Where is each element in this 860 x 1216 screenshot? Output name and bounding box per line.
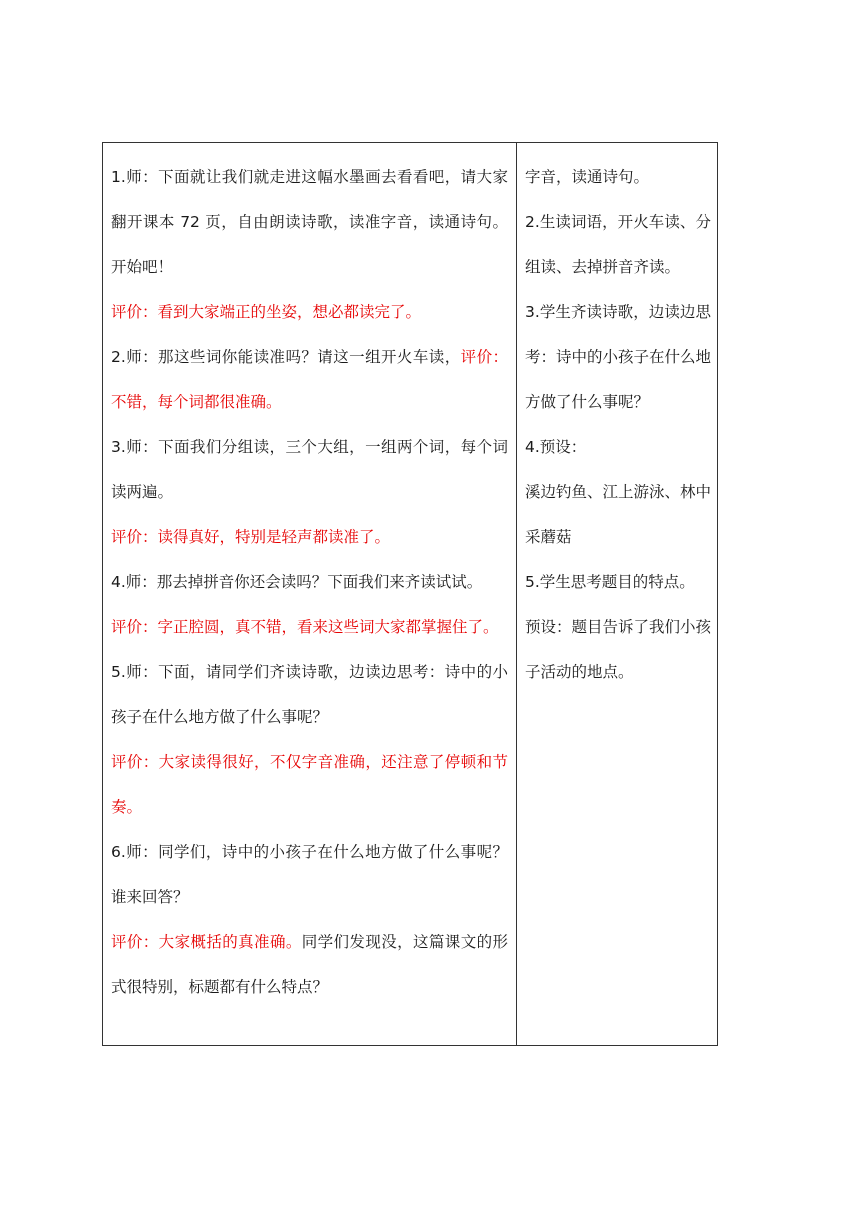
evaluation-4: 评价：字正腔圆，真不错，看来这些词大家都掌握住了。 [111,618,499,636]
evaluation-1: 评价：看到大家端正的坐姿，想必都读完了。 [111,303,422,321]
teacher-step-5: 5.师：下面，请同学们齐读诗歌，边读边思考：诗中的小孩子在什么地方做了什么事呢？ [111,663,508,726]
student-item-2: 2.生读词语，开火车读、分组读、去掉拼音齐读。 [525,213,711,276]
student-item-5: 溪边钓鱼、江上游泳、林中采蘑菇 [525,483,712,546]
student-item-1: 字音，读通诗句。 [525,168,650,186]
student-column [517,143,717,1045]
student-item-6: 5.学生思考题目的特点。 [525,573,695,591]
student-item-7: 预设：题目告诉了我们小孩子活动的地点。 [525,618,712,681]
evaluation-3: 评价：读得真好，特别是轻声都读准了。 [111,528,391,546]
teacher-step-4: 4.师：那去掉拼音你还会读吗？下面我们来齐读试试。 [111,573,483,591]
teacher-step-1: 1.师：下面就让我们就走进这幅水墨画去看看吧，请大家翻开课本 72 页，自由朗读诗歌，读准字音，读通诗句。开始吧！ [111,168,508,276]
teacher-column [103,143,517,1045]
teacher-step-6: 6.师：同学们，诗中的小孩子在什么地方做了什么事呢？谁来回答？ [111,843,508,906]
teacher-step-3: 3.师：下面我们分组读，三个大组，一组两个词，每个词读两遍。 [111,438,508,501]
evaluation-6: 评价：大家概括的真准确。 [111,933,302,951]
student-item-3: 3.学生齐读诗歌，边读边思考：诗中的小孩子在什么地方做了什么事呢？ [525,303,712,411]
evaluation-2: 评价：不错，每个词都很准确。 [111,348,508,411]
teacher-step-6-followup: 评价：大家概括的真准确。同学们发现没，这篇课文的形式很特别，标题都有什么特点？ [111,933,508,996]
lesson-table [102,142,718,1046]
evaluation-5: 评价：大家读得很好，不仅字音准确，还注意了停顿和节奏。 [111,753,508,816]
student-item-4: 4.预设： [525,438,587,456]
teacher-step-2: 2.师：那这些词你能读准吗？请这一组开火车读，评价：不错，每个词都很准确。 [111,348,508,411]
